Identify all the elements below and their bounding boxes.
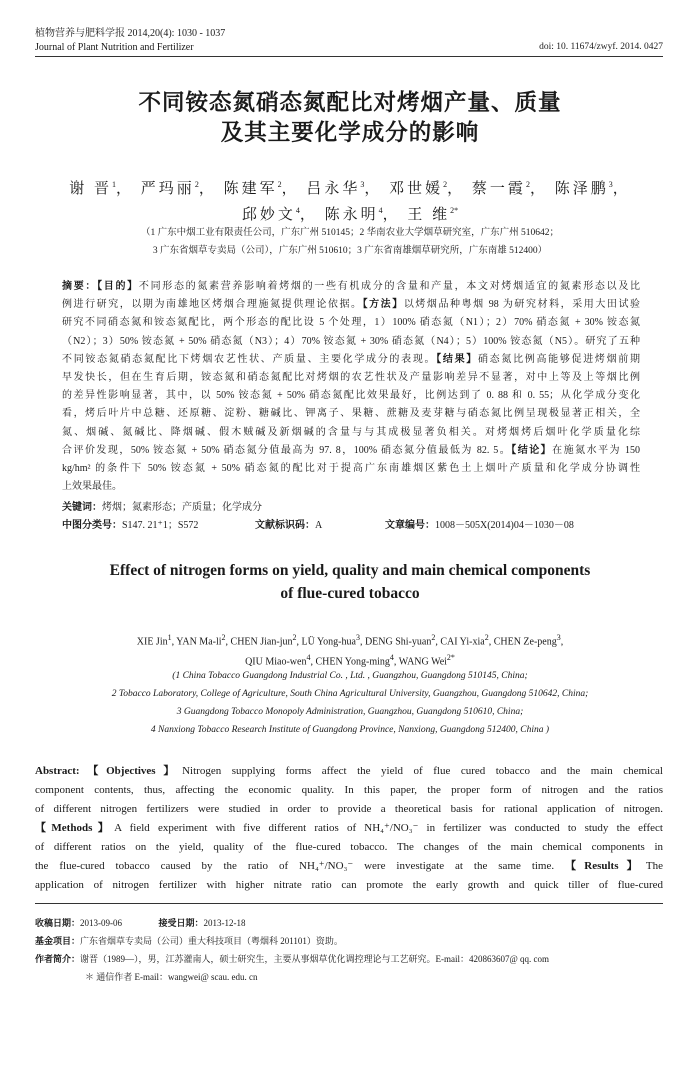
author-cn: 陈永明 bbox=[324, 207, 379, 223]
abstract-line: 早发快长，但在生育后期，铵态氮和硝态氮配比对烤烟的农艺性状及产量影响差异不显著，对中上等及上等烟比例 bbox=[62, 372, 640, 384]
article-number bbox=[385, 518, 574, 534]
authors-en-line2: QIU Miao-wen$^4$, CHEN Yong-ming$^4$, WANG Wei$^{2*}$ bbox=[245, 653, 455, 668]
author-cn: 邓世媛 bbox=[389, 181, 444, 197]
clc-value: S147. 21⁺1；S572 bbox=[122, 520, 199, 531]
abstract-line: Abstract:【Objectives】Nitrogen supplying forms affect the yield of flue cured tobacco and the main chemical bbox=[35, 765, 663, 777]
abstract-line: 【Methods】A field experiment with five different ratios of NH₄⁺/NO₃⁻ in fertilizer was conducted to study the effect bbox=[35, 822, 663, 834]
abstract-line: 氮、烟碱、氮碱比、降烟碱、假木贼碱及新烟碱的含量与与其成极显著负相关。对烤烟烤后烟叶化学质量化综 bbox=[62, 426, 640, 438]
abstract-line: 上效果最佳。 bbox=[62, 481, 122, 493]
doi[interactable]: doi: 10. 11674/zwyf. 2014. 0427 bbox=[539, 42, 663, 52]
doc-code bbox=[255, 518, 322, 534]
article-value: 1008－505X(2014)04－1030－08 bbox=[435, 520, 574, 531]
authors-en-line1: XIE Jin$^1$, YAN $Ma-li^2$, CHEN Jian-jun$^2$, LÜ Yong-hua$^3$, DENG Shi-yuan$^2$, CAI Yi-xia$^2$, CHEN Ze-peng$^3$, bbox=[136, 633, 564, 648]
title-cn-line2: 及其主要化学成分的影响 bbox=[220, 120, 480, 146]
footnote-rule bbox=[35, 903, 663, 904]
classification-row bbox=[62, 518, 198, 534]
abstract-line: application of nitrogen fertilizer with higher nitrate ratio can promote the early growth and quick tiller of flue-cured bbox=[35, 879, 663, 891]
authors-cn-line2: 邱妙文$^4$， 陈永明$^4$， 王 维$^{2*}$ bbox=[241, 206, 459, 223]
title-en-line2: of flue-cured tobacco bbox=[280, 585, 420, 602]
author-cn: 吕永华 bbox=[306, 181, 361, 197]
abstract-line: 合评价发现，50% 铵态氮 + 50% 硝态氮分值最高为 97. 8，100% 硝态氮分值最低为 82. 5。【结论】在施氮水平为 150 bbox=[62, 444, 641, 456]
journal-en-header: Journal of Plant Nutrition and Fertilizer bbox=[35, 42, 194, 53]
keywords-cn bbox=[62, 500, 262, 516]
abstract-cn bbox=[62, 278, 640, 496]
abstract-line: 不同铵态氮硝态氮配比下烤烟农艺性状、产质量、主要化学成分的表现。【结果】硝态氮比例高能够促进烤烟前期 bbox=[62, 353, 641, 365]
author-cn: 严玛丽 bbox=[140, 181, 195, 197]
abstract-line: 研究不同硝态氮和铵态氮配比，两个形态的配比设 5 个处理，1）100% 硝态氮（N1）；2）70% 硝态氮 + 30% 铵态氮 bbox=[62, 317, 640, 329]
abstract-line: component contents, thus, affecting the economic quality. In this paper, the proper form of nitrogen and the ratios bbox=[35, 784, 663, 796]
abstract-line: 看，烤后叶片中总糖、还原糖、淀粉、糖碱比、钾离子、果糖、蔗糖及麦芽糖与硝态氮比例呈现极显著正相关，全 bbox=[62, 408, 640, 420]
affiliation-en-line3: 3 Guangdong Tobacco Monopoly Administration, Guangzhou, Guangdong 510610, China; bbox=[176, 707, 524, 717]
received-date: 2013-09-06 bbox=[80, 918, 123, 928]
affiliation-en-line1: (1 China Tobacco Guangdong Industrial Co. , Ltd. , Guangzhou, Guangdong 510145, China; bbox=[172, 671, 528, 681]
author-cn: 谢 晋 bbox=[69, 181, 113, 197]
authors-cn-line1: 谢 晋$^1$， 严玛丽$^2$， 陈建军$^2$， 吕永华$^3$， 邓世媛$^2$， 蔡一霞$^2$， 陈泽鹏$^3$， bbox=[69, 180, 631, 197]
title-cn-line1: 不同铵态氮硝态氮配比对烤烟产量、质量 bbox=[138, 90, 562, 116]
abstract-line: 的差异性影响显著，其中，以 50% 铵态氮 + 50% 硝态氮配比效果最好，比例达到了 0. 88 和 0. 55；从化学成分变化 bbox=[62, 390, 640, 402]
author-cn: 陈泽鹏 bbox=[554, 181, 609, 197]
clc-label: 中图分类号： bbox=[62, 520, 122, 531]
affiliation-en-line4: 4 Nanxiong Tobacco Research Institute of Guangdong Province, Nanxiong, Guangdong 512400, China ) bbox=[150, 725, 550, 735]
footnote-author-bio: 作者简介：谢晋（1989—），男，江苏灌南人，硕士研究生，主要从事烟草优化调控理论与工艺研究。E-mail：420863607@ qq. com bbox=[35, 954, 550, 964]
footnote-fund: 基金项目：广东省烟草专卖局（公司）重大科技项目（粤烟科 201101）资助。 bbox=[35, 936, 343, 946]
keywords-text: 烤烟；氮素形态；产质量；化学成分 bbox=[102, 502, 262, 513]
affiliation-en-line2: 2 Tobacco Laboratory, College of Agriculture, South China Agricultural University, Guangzhou, Guangdong 510642, China; bbox=[111, 689, 589, 699]
abstract-en bbox=[35, 762, 663, 895]
doc-label: 文献标识码： bbox=[255, 520, 315, 531]
article-label: 文章编号： bbox=[385, 520, 435, 531]
header-rule bbox=[35, 56, 663, 57]
abstract-line: kg/hm² 的条件下 50% 铵态氮 + 50% 硝态氮的配比对于提高广东南雄烟区紫色土上烟叶产质量和化学成分协调性 bbox=[62, 463, 640, 475]
accepted-date: 2013-12-18 bbox=[203, 918, 246, 928]
author-cn: 王 维 bbox=[407, 207, 451, 223]
keywords-label: 关键词： bbox=[62, 502, 102, 513]
doc-value: A bbox=[315, 520, 323, 531]
abstract-line: （N2）；3）50% 铵态氮 + 50% 硝态氮（N3）；4）70% 铵态氮 + 30% 硝态氮（N4）；5）100% 铵态氮（N5）。研究了五种 bbox=[62, 335, 640, 347]
author-cn: 陈建军 bbox=[223, 181, 278, 197]
journal-cn-header: 植物营养与肥料学报 2014,20(4): 1030 - 1037 bbox=[35, 28, 226, 39]
affiliation-cn-line1: （1 广东中烟工业有限责任公司，广东广州 510145；2 华南农业大学烟草研究室，广东广州 510642； bbox=[140, 228, 559, 238]
title-en-line1: Effect of nitrogen forms on yield, quality and main chemical components bbox=[109, 562, 591, 579]
affiliation-cn-line2: 3 广东省烟草专卖局（公司），广东广州 510610；3 广东省南雄烟草研究所，广东南雄 512400） bbox=[152, 246, 548, 256]
abstract-line: the flue-cured tobacco caused by the ratio of NH₄⁺/NO₃⁻ were investigate at the same time. 【Results】The bbox=[35, 860, 663, 872]
abstract-line: 例进行研究，以期为南雄地区烤烟合理施氮提供理论依据。【方法】以烤烟品种粤烟 98 为研究材料，采用大田试验 bbox=[62, 299, 641, 311]
footnote-dates: 收稿日期：2013-09-06 接受日期：2013-12-18 bbox=[35, 918, 246, 928]
abstract-label: 摘要： bbox=[62, 281, 98, 292]
abstract-line: of different ratios on the yield, quality of the flue-cured tobacco. The changes of the main chemical components in bbox=[35, 841, 663, 853]
footnote-corresponding: ＊ 通信作者 E-mail：wangwei@ scau. edu. cn bbox=[85, 972, 258, 982]
abstract-line: 摘要：【目的】不同形态的氮素营养影响着烤烟的一些有机成分的含量和产量，本文对烤烟适宜的氮素形态以及比 bbox=[62, 281, 641, 292]
author-cn: 蔡一霞 bbox=[471, 181, 526, 197]
abstract-line: of different nitrogen fertilizers were studied in order to provide a theoretical basis for rational application of nitrogen. bbox=[35, 803, 663, 815]
author-cn: 邱妙文 bbox=[241, 207, 296, 223]
